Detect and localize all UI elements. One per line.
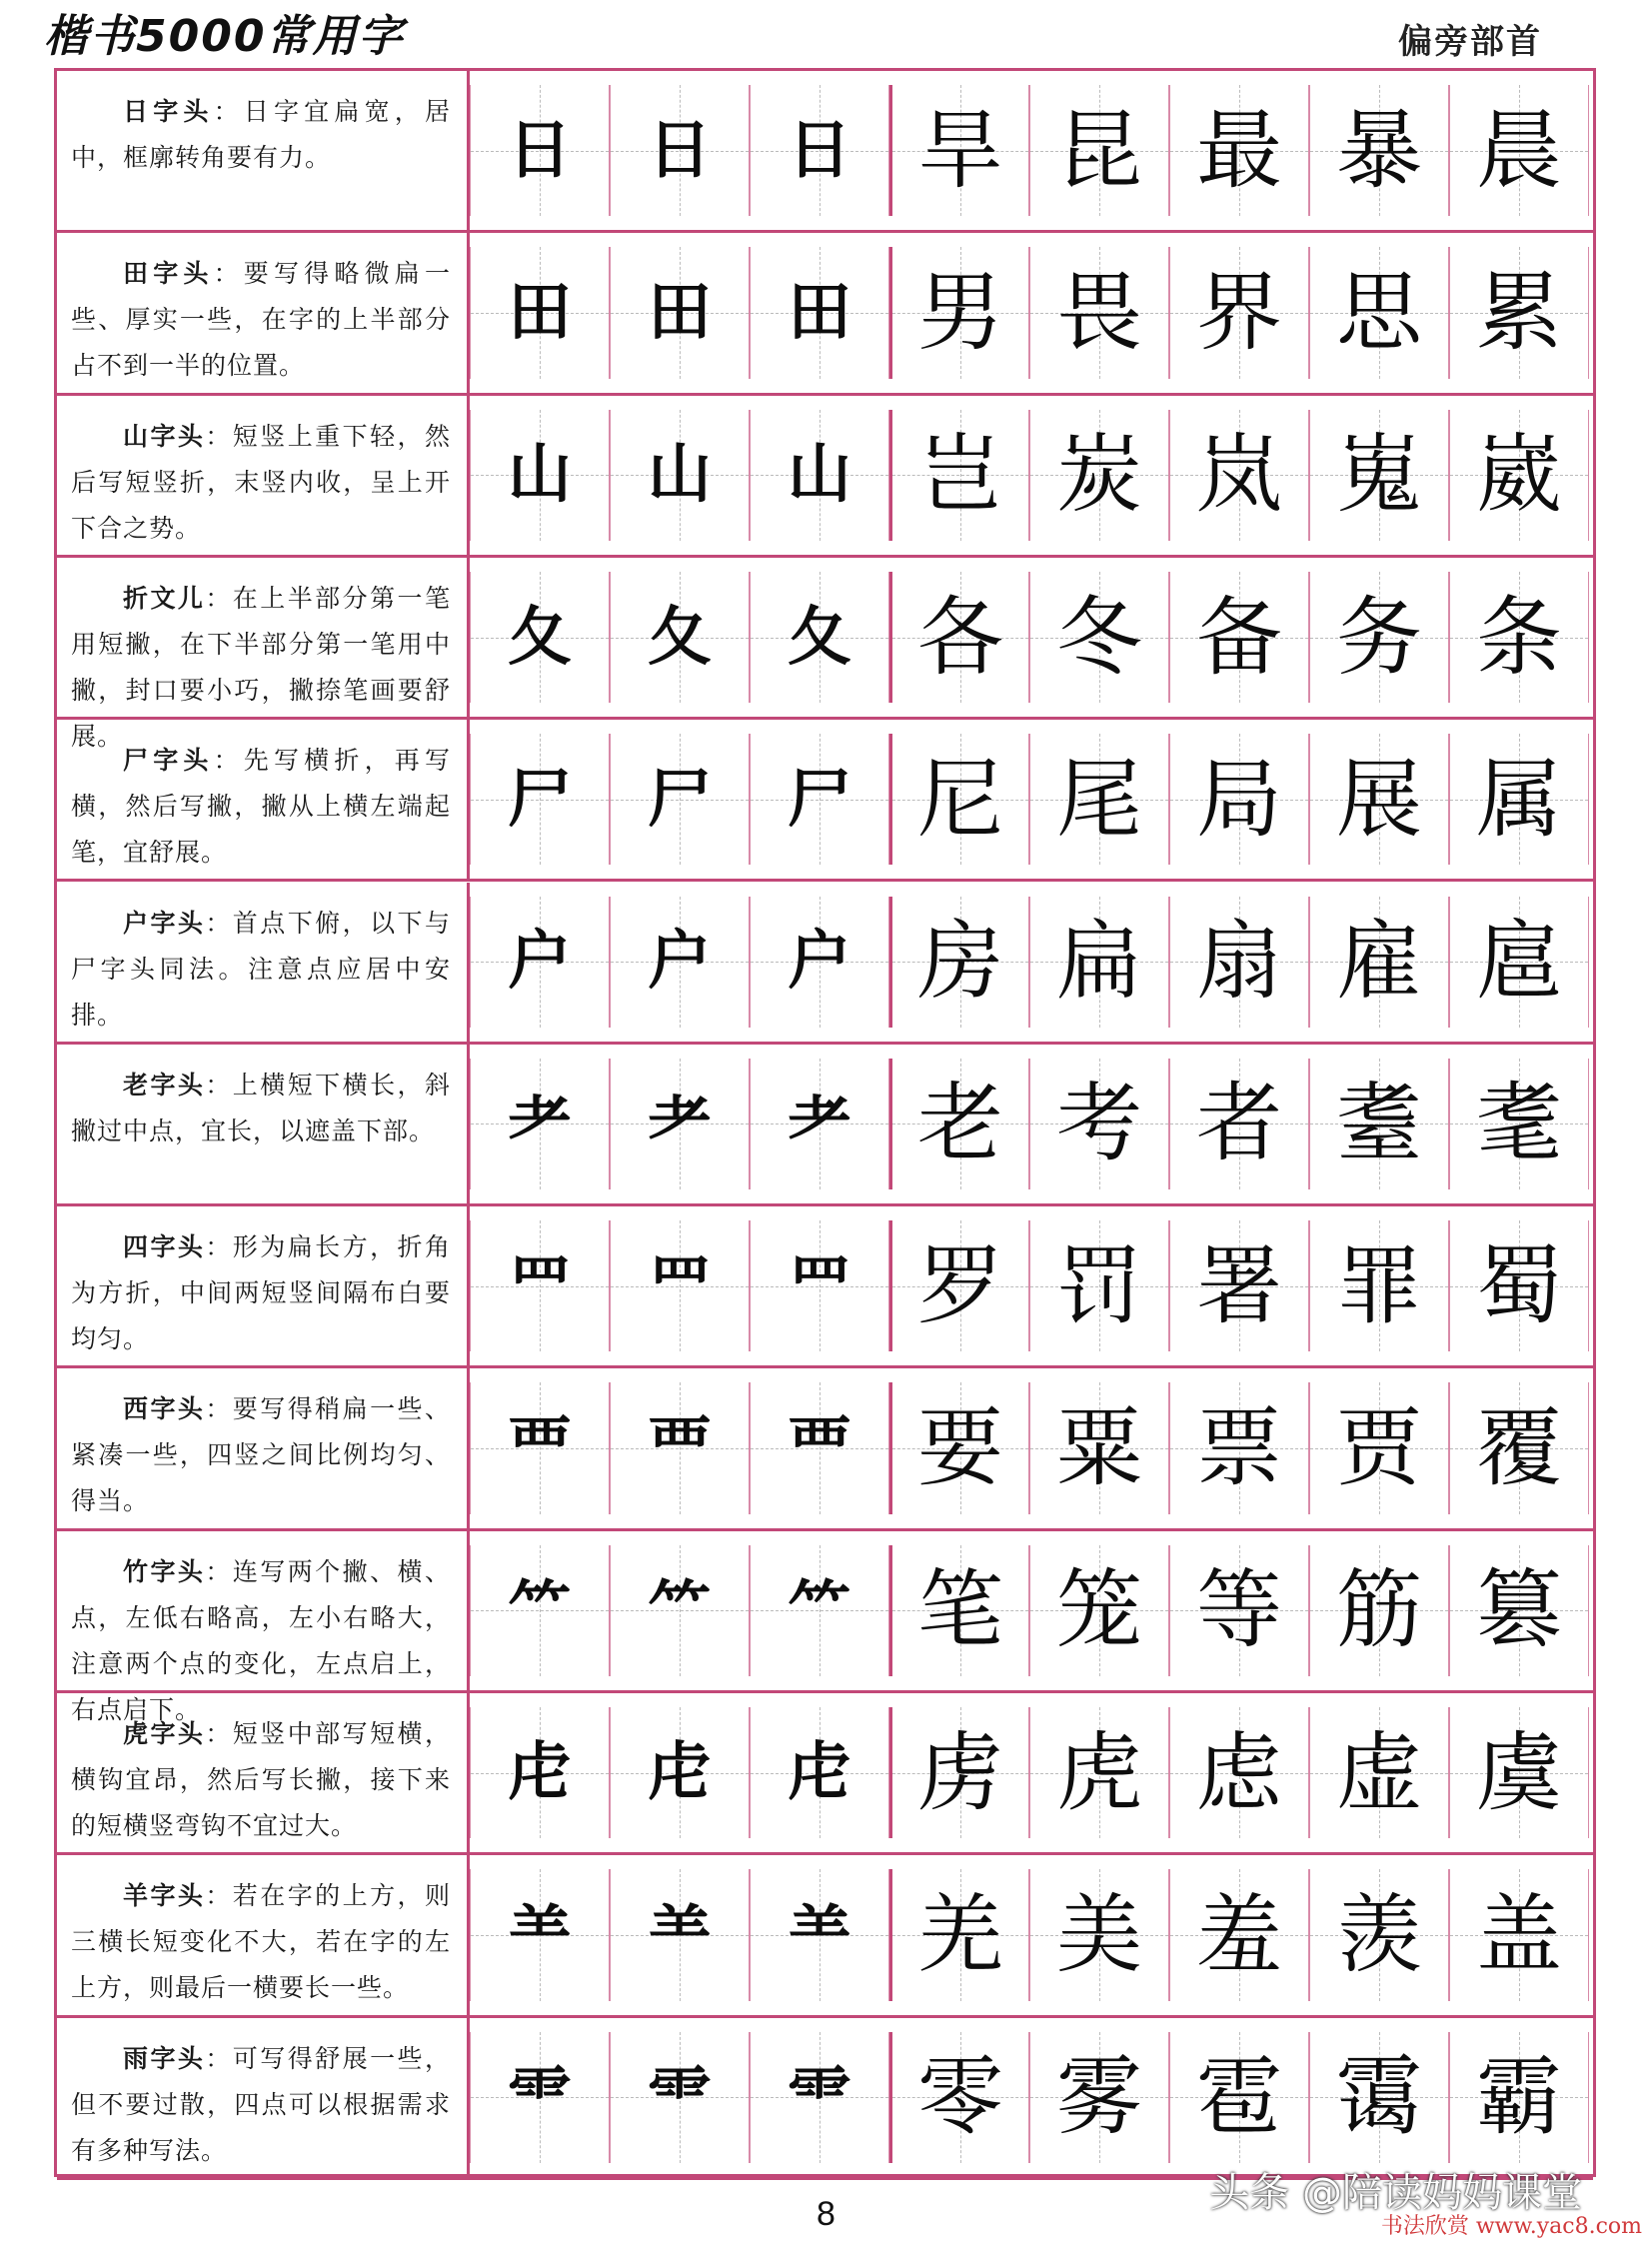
radical-label: 户字头 [123, 908, 206, 938]
example-character: 蜀 [1476, 1235, 1562, 1336]
example-character: 羡 [1336, 1884, 1422, 1985]
radical-row [57, 1855, 1593, 2017]
radical-cell [750, 1059, 889, 1189]
example-cell [1449, 1220, 1589, 1351]
radical-cell [610, 2032, 750, 2163]
radical-cell [750, 2032, 889, 2163]
character-grid [470, 1855, 1593, 2017]
example-cell [889, 734, 1029, 865]
example-character: 展 [1336, 749, 1422, 850]
example-cell [1449, 2032, 1589, 2163]
radical-label: 山字头 [123, 421, 206, 451]
example-cell [1029, 1220, 1169, 1351]
example-character: 要 [917, 1398, 1003, 1499]
radical-cell [610, 897, 750, 1028]
example-cell [1169, 1059, 1309, 1189]
example-character: 笼 [1056, 1560, 1142, 1661]
example-character: 房 [917, 912, 1003, 1013]
radical-label: 竹字头 [123, 1556, 206, 1586]
example-character: 炭 [1056, 425, 1142, 526]
radical-description [57, 1045, 470, 1206]
radical-cell [610, 410, 750, 541]
character-grid [470, 233, 1593, 395]
radical-cell [470, 1545, 610, 1676]
watermark-text: 头条 @陪读妈妈课堂 [1209, 2170, 1582, 2216]
radical-row [57, 720, 1593, 882]
example-character: 美 [1056, 1884, 1142, 1985]
radical-explanation: ：在上半部分第一笔用短撇，在下半部分第一笔用中撇，封口要小巧，撇捺笔画要舒展。 [71, 583, 451, 751]
radical-glyph: 山 [648, 437, 712, 513]
radical-description [57, 883, 470, 1045]
radical-description [57, 71, 470, 233]
example-cell [1169, 1545, 1309, 1676]
radical-glyph: 夂 [788, 599, 851, 675]
radical-glyph: 罒 [788, 1247, 851, 1323]
example-cell [1309, 1869, 1449, 2000]
example-cell [1449, 410, 1589, 541]
radical-glyph: 虍 [648, 1734, 712, 1810]
page-header-title: 楷书5000常用字 [44, 11, 405, 62]
character-grid [470, 71, 1593, 233]
radical-row [57, 71, 1593, 233]
radical-glyph: ⻗ [508, 2059, 572, 2135]
radical-description [57, 1368, 470, 1530]
radical-cell [750, 247, 889, 378]
example-character: 筋 [1336, 1560, 1422, 1661]
example-cell [1449, 247, 1589, 378]
site-watermark: 书法欣赏 www.yac8.com [1380, 2214, 1642, 2239]
radical-explanation: ：短竖上重下轻，然后写短竖折，末竖内收，呈上开下合之势。 [71, 421, 451, 543]
example-cell [1309, 410, 1449, 541]
radical-row [57, 2018, 1593, 2180]
radical-cell [750, 734, 889, 865]
example-character: 累 [1476, 262, 1562, 363]
radical-description [57, 1855, 470, 2017]
example-cell [889, 1707, 1029, 1838]
radical-cell [750, 572, 889, 703]
example-cell [1169, 572, 1309, 703]
example-character: 署 [1196, 1235, 1282, 1336]
radical-explanation: ：上横短下横长，斜撇过中点，宜长，以遮盖下部。 [71, 1070, 451, 1145]
example-character: 各 [917, 587, 1003, 688]
radical-cell [750, 1707, 889, 1838]
radical-cell [610, 1382, 750, 1513]
radical-cell [470, 410, 610, 541]
radical-cell [470, 247, 610, 378]
character-grid [470, 558, 1593, 720]
radical-glyph: 户 [508, 924, 572, 1000]
example-character: 票 [1196, 1398, 1282, 1499]
radical-glyph: 山 [508, 437, 572, 513]
radical-glyph: 日 [788, 112, 851, 188]
example-character: 备 [1196, 587, 1282, 688]
radical-glyph: 覀 [788, 1410, 851, 1486]
example-cell [889, 1059, 1029, 1189]
example-cell [1029, 85, 1169, 216]
example-character: 思 [1336, 262, 1422, 363]
example-character: 者 [1196, 1074, 1282, 1174]
radical-cell [470, 1707, 610, 1838]
example-cell [889, 1220, 1029, 1351]
radical-glyph: 耂 [648, 1086, 712, 1161]
example-character: 最 [1196, 100, 1282, 201]
example-character: 扈 [1476, 912, 1562, 1013]
example-cell [1029, 897, 1169, 1028]
example-character: 盖 [1476, 1884, 1562, 1985]
example-character: 岚 [1196, 425, 1282, 526]
radical-description [57, 1531, 470, 1724]
radical-explanation: ：短竖中部写短横，横钩宜昂，然后写长撇，接下来的短横竖弯钩不宜过大。 [71, 1719, 451, 1840]
example-cell [1309, 85, 1449, 216]
example-character: 晨 [1476, 100, 1562, 201]
example-cell [1449, 734, 1589, 865]
example-cell [1169, 897, 1309, 1028]
character-grid [470, 396, 1593, 558]
radical-cell [470, 1869, 610, 2000]
character-grid [470, 1206, 1593, 1368]
radical-row [57, 1531, 1593, 1724]
example-cell [1309, 734, 1449, 865]
radical-label: 虎字头 [123, 1719, 206, 1748]
example-character: 考 [1056, 1074, 1142, 1174]
example-character: 笔 [917, 1560, 1003, 1661]
radical-row [57, 1206, 1593, 1368]
example-cell [1029, 1707, 1169, 1838]
radical-explanation: ：要写得稍扁一些、紧凑一些，四竖之间比例均匀、得当。 [71, 1394, 451, 1516]
practice-sheet [54, 68, 1596, 2177]
example-cell [1169, 410, 1309, 541]
radical-cell [610, 1869, 750, 2000]
example-cell [1169, 247, 1309, 378]
radical-row [57, 396, 1593, 558]
example-character: 尾 [1056, 749, 1142, 850]
radical-row [57, 883, 1593, 1045]
example-cell [1029, 410, 1169, 541]
example-cell [889, 1545, 1029, 1676]
example-cell [1309, 1220, 1449, 1351]
radical-cell [610, 1707, 750, 1838]
example-character: 扁 [1056, 912, 1142, 1013]
example-character: 男 [917, 262, 1003, 363]
example-cell [889, 572, 1029, 703]
example-cell [1029, 1545, 1169, 1676]
example-character: 雇 [1336, 912, 1422, 1013]
radical-glyph: ⺷ [788, 1896, 851, 1972]
radical-cell [750, 410, 889, 541]
example-cell [1309, 1707, 1449, 1838]
radical-cell [470, 2032, 610, 2163]
radical-row [57, 1693, 1593, 1855]
example-cell [889, 897, 1029, 1028]
character-grid [470, 720, 1593, 882]
example-character: 雾 [1056, 2047, 1142, 2148]
radical-description [57, 233, 470, 395]
radical-label: 折文儿 [123, 583, 206, 613]
radical-row [57, 558, 1593, 751]
radical-description [57, 1693, 470, 1855]
example-character: 局 [1196, 749, 1282, 850]
example-character: 界 [1196, 262, 1282, 363]
radical-glyph: 覀 [648, 1410, 712, 1486]
example-cell [1029, 1869, 1169, 2000]
radical-cell [470, 1059, 610, 1189]
radical-cell [470, 85, 610, 216]
example-character: 贾 [1336, 1398, 1422, 1499]
radical-glyph: ⺮ [648, 1572, 712, 1648]
example-cell [1169, 1869, 1309, 2000]
example-cell [1309, 247, 1449, 378]
example-cell [1449, 1545, 1589, 1676]
radical-cell [750, 1220, 889, 1351]
example-character: 粟 [1056, 1398, 1142, 1499]
example-character: 虚 [1336, 1722, 1422, 1823]
radical-glyph: 耂 [508, 1086, 572, 1161]
radical-label: 日字头 [123, 97, 214, 126]
radical-cell [610, 734, 750, 865]
example-character: 暴 [1336, 100, 1422, 201]
radical-cell [610, 1545, 750, 1676]
radical-glyph: ⻗ [788, 2059, 851, 2135]
radical-cell [470, 572, 610, 703]
example-character: 虎 [1056, 1722, 1142, 1823]
radical-description [57, 558, 470, 751]
example-cell [1029, 2032, 1169, 2163]
radical-glyph: 户 [648, 924, 712, 1000]
example-character: 雹 [1196, 2047, 1282, 2148]
example-character: 羞 [1196, 1884, 1282, 1985]
example-character: 岂 [917, 425, 1003, 526]
radical-glyph: 覀 [508, 1410, 572, 1486]
example-cell [1029, 734, 1169, 865]
radical-row [57, 1045, 1593, 1206]
example-character: 等 [1196, 1560, 1282, 1661]
radical-label: 四字头 [123, 1232, 206, 1262]
radical-glyph: 耂 [788, 1086, 851, 1161]
radical-cell [750, 1382, 889, 1513]
example-cell [889, 2032, 1029, 2163]
radical-cell [470, 1220, 610, 1351]
radical-cell [750, 1545, 889, 1676]
example-character: 罗 [917, 1235, 1003, 1336]
example-cell [1029, 1382, 1169, 1513]
radical-description [57, 1206, 470, 1368]
radical-glyph: 尸 [648, 761, 712, 837]
radical-cell [610, 1059, 750, 1189]
radical-glyph: 田 [648, 274, 712, 350]
example-cell [1169, 85, 1309, 216]
example-character: 虑 [1196, 1722, 1282, 1823]
example-cell [1309, 897, 1449, 1028]
radical-glyph: 户 [788, 924, 851, 1000]
example-character: 罪 [1336, 1235, 1422, 1336]
example-cell [889, 410, 1029, 541]
example-cell [1449, 1869, 1589, 2000]
section-title: 偏旁部首 [1398, 22, 1542, 62]
example-cell [1309, 1382, 1449, 1513]
example-cell [1309, 2032, 1449, 2163]
example-cell [1309, 1059, 1449, 1189]
radical-glyph: ⺮ [508, 1572, 572, 1648]
radical-explanation: ：可写得舒展一些，但不要过散，四点可以根据需求有多种写法。 [71, 2043, 451, 2165]
radical-cell [610, 572, 750, 703]
example-character: 旱 [917, 100, 1003, 201]
example-character: 耋 [1336, 1074, 1422, 1174]
example-cell [1449, 1382, 1589, 1513]
example-cell [889, 1869, 1029, 2000]
radical-glyph: ⻗ [648, 2059, 712, 2135]
radical-row [57, 233, 1593, 395]
radical-label: 尸字头 [123, 746, 214, 776]
example-character: 羌 [917, 1884, 1003, 1985]
example-cell [1029, 572, 1169, 703]
example-character: 属 [1476, 749, 1562, 850]
example-cell [1449, 572, 1589, 703]
example-character: 务 [1336, 587, 1422, 688]
radical-label: 羊字头 [123, 1881, 206, 1911]
radical-label: 老字头 [123, 1070, 206, 1100]
example-cell [1449, 897, 1589, 1028]
example-cell [1169, 734, 1309, 865]
radical-explanation: ：若在字的上方，则三横长短变化不大，若在字的左上方，则最后一横要长一些。 [71, 1881, 451, 2003]
radical-description [57, 396, 470, 558]
example-cell [1309, 1545, 1449, 1676]
radical-explanation: ：先写横折，再写横，然后写撇，撇从上横左端起笔，宜舒展。 [71, 746, 451, 868]
example-cell [1029, 247, 1169, 378]
radical-glyph: 日 [508, 112, 572, 188]
example-character: 覆 [1476, 1398, 1562, 1499]
radical-glyph: 田 [788, 274, 851, 350]
radical-cell [750, 1869, 889, 2000]
radical-cell [470, 897, 610, 1028]
radical-cell [750, 85, 889, 216]
example-character: 尼 [917, 749, 1003, 850]
radical-glyph: 夂 [648, 599, 712, 675]
radical-explanation: ：形为扁长方，折角为方折，中间两短竖间隔布白要均匀。 [71, 1232, 451, 1354]
radical-glyph: 虍 [788, 1734, 851, 1810]
example-cell [889, 85, 1029, 216]
character-grid [470, 1045, 1593, 1206]
radical-cell [610, 247, 750, 378]
example-cell [1449, 1707, 1589, 1838]
radical-explanation: ：要写得略微扁一些、厚实一些，在字的上半部分占不到一半的位置。 [71, 259, 451, 381]
radical-glyph: 尸 [788, 761, 851, 837]
example-cell [1169, 1707, 1309, 1838]
example-character: 条 [1476, 587, 1562, 688]
example-character: 霸 [1476, 2047, 1562, 2148]
example-character: 篡 [1476, 1560, 1562, 1661]
example-character: 昆 [1056, 100, 1142, 201]
radical-glyph: 尸 [508, 761, 572, 837]
example-cell [1169, 1382, 1309, 1513]
character-grid [470, 2018, 1593, 2180]
radical-explanation: ：连写两个撇、横、点，左低右略高，左小右略大，注意两个点的变化，左点启上，右点启下。 [71, 1556, 451, 1724]
example-cell [1449, 85, 1589, 216]
radical-glyph: 山 [788, 437, 851, 513]
radical-glyph: 夂 [508, 599, 572, 675]
character-grid [470, 1368, 1593, 1530]
example-cell [1029, 1059, 1169, 1189]
example-character: 扇 [1196, 912, 1282, 1013]
example-character: 冬 [1056, 587, 1142, 688]
character-grid [470, 883, 1593, 1045]
example-cell [1169, 2032, 1309, 2163]
radical-cell [750, 897, 889, 1028]
character-grid [470, 1693, 1593, 1855]
radical-explanation: ：首点下俯，以下与尸字头同法。注意点应居中安排。 [71, 908, 451, 1030]
example-character: 霭 [1336, 2047, 1422, 2148]
radical-glyph: 罒 [508, 1247, 572, 1323]
radical-cell [470, 1382, 610, 1513]
radical-description [57, 2018, 470, 2180]
example-character: 嵬 [1336, 425, 1422, 526]
example-character: 耄 [1476, 1074, 1562, 1174]
example-character: 畏 [1056, 262, 1142, 363]
example-cell [889, 247, 1029, 378]
radical-glyph: ⺷ [648, 1896, 712, 1972]
example-character: 虞 [1476, 1722, 1562, 1823]
radical-label: 雨字头 [123, 2043, 206, 2073]
radical-cell [610, 85, 750, 216]
radical-cell [610, 1220, 750, 1351]
radical-label: 西字头 [123, 1394, 206, 1424]
example-cell [1169, 1220, 1309, 1351]
example-cell [889, 1382, 1029, 1513]
radical-glyph: ⺷ [508, 1896, 572, 1972]
radical-label: 田字头 [123, 259, 214, 289]
example-character: 崴 [1476, 425, 1562, 526]
radical-glyph: 虍 [508, 1734, 572, 1810]
radical-cell [470, 734, 610, 865]
radical-glyph: ⺮ [788, 1572, 851, 1648]
radical-row [57, 1368, 1593, 1530]
radical-glyph: 日 [648, 112, 712, 188]
example-character: 罚 [1056, 1235, 1142, 1336]
example-character: 虏 [917, 1722, 1003, 1823]
radical-glyph: 罒 [648, 1247, 712, 1323]
radical-explanation: ：日字宜扁宽，居中，框廓转角要有力。 [71, 97, 451, 172]
example-cell [1449, 1059, 1589, 1189]
page-number: 8 [817, 2195, 835, 2233]
example-cell [1309, 572, 1449, 703]
example-character: 老 [917, 1074, 1003, 1174]
radical-glyph: 田 [508, 274, 572, 350]
character-grid [470, 1531, 1593, 1693]
radical-description [57, 720, 470, 882]
example-character: 零 [917, 2047, 1003, 2148]
